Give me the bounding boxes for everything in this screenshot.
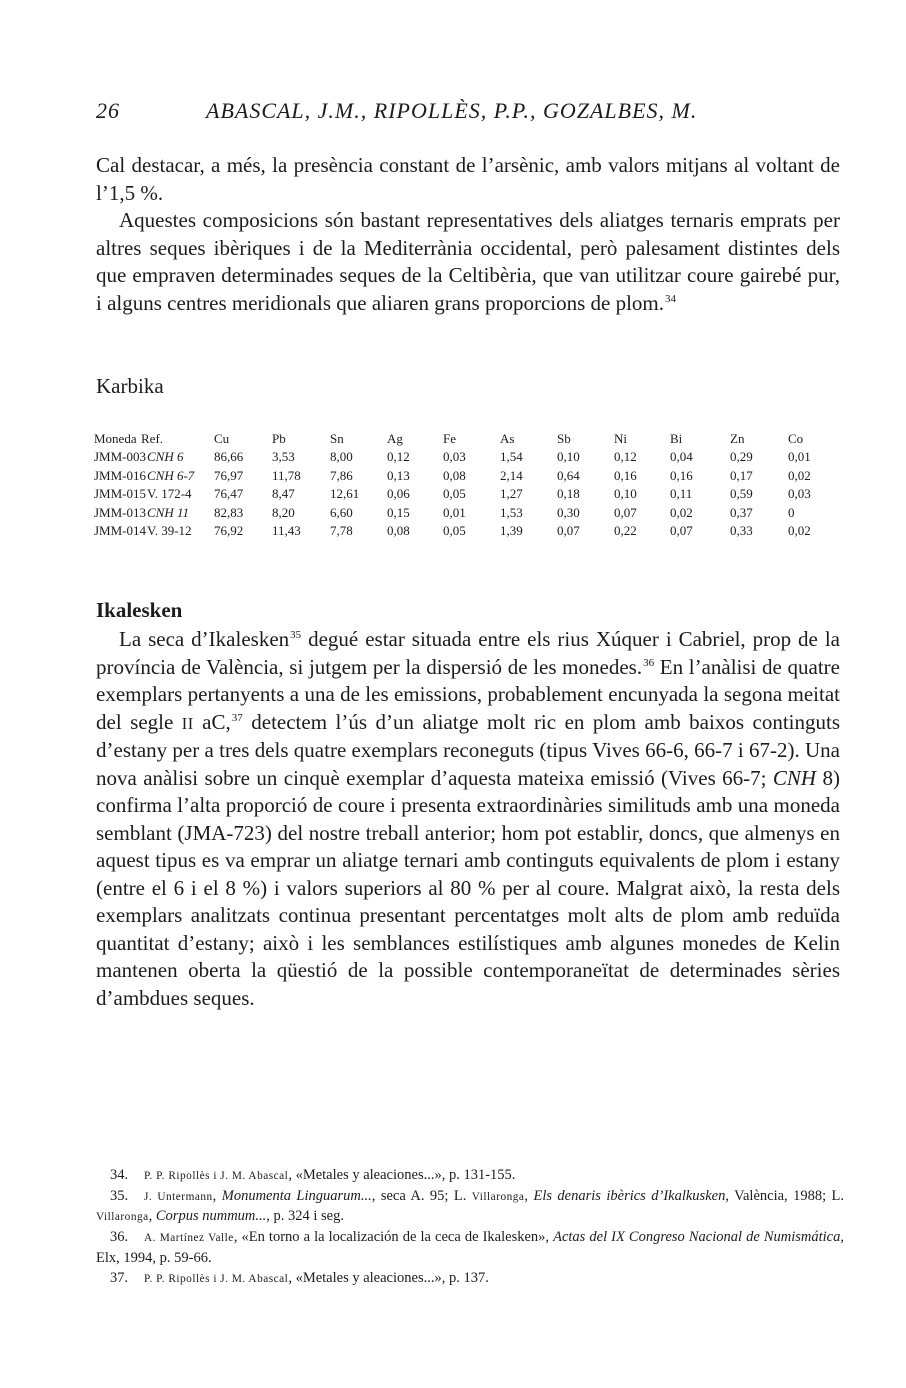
ikalesken-text: detectem l’ús d’un aliatge molt ric en plom amb baixos continguts d’estany per a tres dels quatre exemplars reconeguts (tipus Vives 66-6, 66-7 i 67-2). Una nova anàlisi sobre un cinquè exemplar d’aquesta mateixa emissió (Vives 66-7; (96, 709, 840, 790)
table-cell: 1,54 (500, 449, 523, 464)
table-cell: 0,02 (788, 467, 811, 483)
table-header-cell: Ag (387, 430, 403, 446)
cnh-abbrev: CNH (772, 765, 817, 790)
table-cell: 2,14 (500, 467, 523, 483)
footnote-text: , «Metales y aleaciones...», p. 137. (288, 1269, 489, 1286)
table-cell: 0,22 (614, 523, 637, 538)
table-cell: 8,47 (272, 486, 295, 501)
footnotes (96, 1166, 844, 1289)
footnote-text: , «Metales y aleaciones...», p. 131-155. (288, 1167, 516, 1183)
footnote-authors: P. P. Ripollès i J. M. Abascal (144, 1170, 289, 1182)
table-ref-text: CNH 11 (147, 504, 190, 520)
table-cell: 0,64 (557, 467, 580, 483)
footnote-text: , «En torno a la localización de la ceca de Ikalesken», (233, 1229, 554, 1246)
footnote-number: 34. (110, 1167, 129, 1183)
table-cell: 0,03 (443, 449, 466, 464)
footnote-37 (96, 1269, 844, 1290)
table-cell: 76,92 (214, 523, 244, 538)
ikalesken-text: En l’anàlisi de quatre exemplars pertanyents a una de les emissions, probablement encunyada la segona meitat del segle (96, 654, 840, 734)
table-cell: 0,15 (387, 504, 410, 520)
table-cell: 0,16 (614, 467, 637, 483)
table-cell: 7,86 (330, 467, 353, 483)
century-numeral: II (181, 713, 194, 733)
table-cell: 11,78 (272, 467, 301, 483)
table-header-cell: Fe (443, 430, 456, 446)
footnote-text: , Elx, 1994, p. 59-66. (96, 1229, 844, 1266)
footnote-34 (96, 1166, 844, 1187)
table-header-cell: Bi (670, 430, 683, 446)
table-cell: 0,33 (730, 523, 753, 538)
table-cell-ref (149, 484, 214, 503)
table-cell: 86,66 (214, 449, 244, 464)
footnote-number: 37. (110, 1269, 129, 1286)
table-cell: 8,20 (272, 504, 295, 520)
table-ref-text: V. 172-4 (147, 486, 192, 501)
table-cell-id: JMM-016 (94, 467, 147, 483)
table-header-row (94, 428, 836, 447)
table-cell: 0,05 (443, 523, 466, 538)
table-cell: 1,27 (500, 486, 523, 501)
table-cell-id: JMM-013 (94, 504, 147, 520)
table-cell: 0,04 (670, 449, 693, 464)
table-cell: 82,83 (214, 504, 244, 520)
footnote-authors: A. Martínez Valle (144, 1232, 234, 1245)
table-cell: 3,53 (272, 449, 295, 464)
table-cell: 0,01 (443, 504, 466, 520)
table-header-cell: Ni (614, 430, 627, 446)
footnote-text: , p. 324 i seg. (266, 1208, 344, 1225)
table-cell: 0,10 (614, 486, 637, 501)
table-ref-text: CNH 6 (147, 449, 184, 464)
table-cell: 0 (788, 504, 795, 520)
footnote-35: 35. J. Untermann, Monumenta Linguarum..., seca A. 95; L. Villaronga, Els denaris ibèrics d’Ikalkusken, València, 1988; L. Villaronga, Corpus nummum..., p. 324 i seg. (96, 1187, 845, 1225)
table-cell: 0,11 (670, 486, 693, 501)
table-ref-text: V. 39-12 (147, 523, 192, 538)
footnote-authors: J. Untermann (144, 1190, 213, 1203)
table-cell-ref (149, 447, 214, 466)
table-header-cell: Co (788, 430, 804, 446)
running-head (96, 98, 697, 124)
table-cell-ref (149, 502, 214, 521)
footnote-ref-37: 37 (231, 711, 243, 724)
table-header-cell: Moneda (94, 430, 137, 446)
table-cell: 0,08 (443, 467, 466, 483)
table-header-cell: Zn (730, 430, 745, 446)
table-cell: 76,47 (214, 486, 244, 501)
table-header-cell: Ref. (141, 430, 164, 446)
table-cell: 76,97 (214, 467, 244, 483)
table-cell: 1,39 (500, 523, 523, 538)
footnote-text: , seca A. 95; L. (371, 1187, 472, 1204)
table-ref-text: CNH 6-7 (147, 467, 195, 483)
footnote-ref-34: 34 (665, 292, 677, 305)
table-row (94, 484, 836, 503)
table-header-cell: Sb (557, 430, 571, 446)
ikalesken-paragraph (96, 626, 840, 1012)
footnote-title: Monumenta Linguarum... (221, 1187, 372, 1204)
table-cell: 0,18 (557, 486, 580, 501)
ikalesken-text: aC, (193, 709, 231, 734)
table-cell: 12,61 (330, 486, 360, 501)
table-row (94, 465, 836, 484)
table-cell-id: JMM-003 (94, 449, 147, 464)
table-cell: 6,60 (330, 504, 353, 520)
table-cell: 0,13 (387, 467, 410, 483)
footnote-authors: Villaronga (96, 1211, 149, 1224)
table-cell: 0,30 (557, 504, 580, 520)
table-cell-ref (149, 465, 214, 484)
table-cell: 0,03 (788, 486, 811, 501)
table-cell: 0,17 (730, 467, 753, 483)
table-header-cell: Cu (214, 430, 230, 446)
footnote-text: , València, 1988; L. (725, 1187, 845, 1204)
karbika-composition-table (94, 428, 836, 539)
table-cell: 0,06 (387, 486, 410, 501)
table-cell: 0,07 (557, 523, 580, 538)
table-cell: 0,12 (614, 449, 637, 464)
footnote-authors: P. P. Ripollès i J. M. Abascal (144, 1272, 289, 1285)
table-cell: 0,08 (387, 523, 410, 538)
table-cell-id: JMM-014 (94, 523, 147, 538)
table-cell: 7,78 (330, 523, 353, 538)
table-cell: 8,00 (330, 449, 353, 464)
table-cell: 0,07 (614, 504, 637, 520)
intro-paragraph-2-text: Aquestes composicions són bastant representatives dels aliatges ternaris emprats per altres seques ibèriques i de la Mediterrània occidental, però palesament distintes dels que empraven determinades seques de la Celtibèria, que van utilitzar coure gairebé pur, i alguns centres meridionals que aliaren grans proporcions de plom. (96, 208, 840, 315)
table-cell: 0,37 (730, 504, 753, 520)
footnote-authors: Villaronga (471, 1190, 525, 1203)
table-row (94, 502, 836, 521)
table-cell: 0,05 (443, 486, 466, 501)
intro-paragraph-2 (96, 207, 840, 317)
table-cell: 11,43 (272, 523, 301, 538)
footnote-number: 35. (110, 1187, 129, 1204)
table-cell: 0,02 (670, 504, 693, 520)
table-cell: 0,16 (670, 467, 693, 483)
footnote-36 (96, 1228, 844, 1268)
table-cell: 0,29 (730, 449, 753, 464)
table-cell: 0,07 (670, 523, 693, 538)
table-cell: 0,12 (387, 449, 410, 464)
table-header-cell: Pb (272, 430, 286, 446)
table-cell-id: JMM-015 (94, 486, 147, 501)
table-row (94, 447, 836, 466)
table-row (94, 521, 836, 540)
table-cell: 1,53 (500, 504, 523, 520)
table-cell: 0,10 (557, 449, 580, 464)
footnote-title: Corpus nummum... (155, 1208, 267, 1225)
table-cell: 0,59 (730, 486, 753, 501)
footnote-ref-35: 35 (290, 629, 302, 641)
intro-paragraph-1: Cal destacar, a més, la presència constant de l’arsènic, amb valors mitjans al voltant de l’1,5 %. (96, 153, 840, 205)
footnote-title: Actas del IX Congreso Nacional de Numismática (553, 1229, 841, 1246)
table-cell-ref (149, 521, 214, 540)
table-header-cell: As (500, 430, 515, 446)
table-cell: 0,02 (788, 523, 811, 538)
ikalesken-text: La seca d’Ikalesken (119, 627, 290, 651)
ikalesken-text: degué estar situada entre els rius Xúquer i Cabriel, prop de la província de València, si jutgem per la dispersió de les monedes. (96, 627, 840, 679)
footnote-ref-36: 36 (643, 656, 655, 669)
table-cell: 0,01 (788, 449, 811, 464)
section-title-ikalesken: Ikalesken (96, 598, 183, 622)
footnote-number: 36. (110, 1229, 129, 1246)
section-title-karbika: Karbika (96, 374, 164, 398)
running-head-authors: ABASCAL, J.M., RIPOLLÈS, P.P., GOZALBES, M. (206, 98, 698, 123)
ikalesken-text: 8) confirma l’alta proporció de coure i presenta extraordinàries similituds amb una moneda semblant (JMA-723) del nostre treball anterior; hom pot establir, doncs, que almenys en aquest tipus es va emprar un aliatge ternari amb continguts equivalents de plom i estany (entre el 6 i el 8 %) i valors superiors al 80 % per al coure. Malgrat això, la resta dels exemplars analitzats continua presentant percentatges molt alts de plom amb reduïda quantitat d’estany; això i les semblances estilístiques amb algunes monedes de Kelin mantenen oberta la qüestió de la possible contemporaneïtat de determinades sèries d’ambdues seques. (96, 765, 840, 1010)
footnote-title: Els denaris ibèrics d’Ikalkusken (533, 1187, 726, 1204)
table-header-cell: Sn (330, 430, 344, 446)
page-number: 26 (96, 98, 120, 123)
